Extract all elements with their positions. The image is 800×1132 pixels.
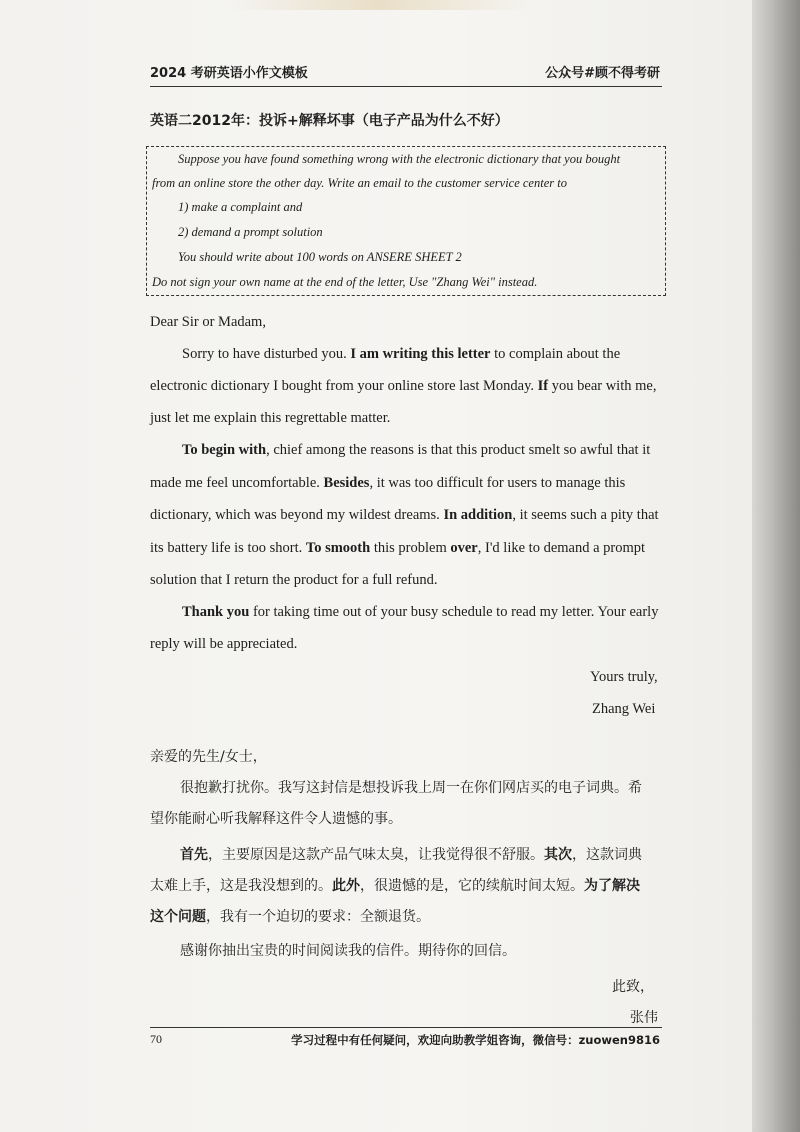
translation-salutation: 亲爱的先生/女士， <box>150 749 267 765</box>
letter-line: Sorry to have disturbed you. I am writing this letter to complain about the <box>182 346 621 362</box>
translation-signature: 张伟 <box>630 1010 658 1026</box>
translation-line: 望你能耐心听我解释这件令人遗憾的事。 <box>150 811 402 827</box>
section-title: 英语二2012年：投诉+解释坏事（电子产品为什么不好） <box>150 113 509 129</box>
translation-line: 很抱歉打扰你。我写这封信是想投诉我上周一在你们网店买的电子词典。希 <box>180 780 642 796</box>
letter-line: solution that I return the product for a full refund. <box>150 572 438 588</box>
footer-note: 学习过程中有任何疑问，欢迎向助教学姐咨询，微信号：zuowen9816 <box>291 1033 660 1047</box>
letter-line: reply will be appreciated. <box>150 636 298 652</box>
prompt-line: 2) demand a prompt solution <box>178 225 323 239</box>
translation-line: 感谢你抽出宝贵的时间阅读我的信件。期待你的回信。 <box>180 943 516 959</box>
prompt-line: from an online store the other day. Write an email to the customer service center to <box>152 176 567 190</box>
translation-line: 首先，主要原因是这款产品气味太臭，让我觉得很不舒服。其次，这款词典 <box>180 847 642 863</box>
letter-line: made me feel uncomfortable. Besides, it was too difficult for users to manage this <box>150 475 626 491</box>
letter-signature: Zhang Wei <box>592 701 656 717</box>
header-left: 2024 考研英语小作文模板 <box>150 66 308 81</box>
prompt-line: Do not sign your own name at the end of the letter, Use "Zhang Wei" instead. <box>152 275 538 289</box>
letter-line: electronic dictionary I bought from your online store last Monday. If you bear with me, <box>150 378 657 394</box>
letter-line: its battery life is too short. To smooth this problem over, I'd like to demand a prompt <box>150 540 646 556</box>
footer-rule <box>150 1027 662 1028</box>
translation-line: 这个问题，我有一个迫切的要求：全额退货。 <box>150 909 430 925</box>
letter-line: Thank you for taking time out of your busy schedule to read my letter. Your early <box>182 604 659 620</box>
letter-line: To begin with, chief among the reasons is that this product smelt so awful that it <box>182 442 651 458</box>
page-edge-shadow <box>752 0 800 1132</box>
letter-closing: Yours truly, <box>590 669 658 685</box>
page-number: 70 <box>150 1032 162 1046</box>
header-right: 公众号#顾不得考研 <box>545 66 660 81</box>
prompt-line: You should write about 100 words on ANSERE SHEET 2 <box>178 250 462 264</box>
letter-salutation: Dear Sir or Madam, <box>150 314 266 330</box>
letter-line: dictionary, which was beyond my wildest dreams. In addition, it seems such a pity that <box>150 507 659 523</box>
translation-line: 太难上手，这是我没想到的。此外，很遗憾的是，它的续航时间太短。为了解决 <box>150 878 640 894</box>
running-header <box>150 62 660 84</box>
prompt-box <box>146 146 666 296</box>
translation-closing: 此致， <box>612 979 654 995</box>
header-rule <box>150 86 662 87</box>
prompt-line: 1) make a complaint and <box>178 200 303 214</box>
prompt-line: Suppose you have found something wrong with the electronic dictionary that you bought <box>178 152 621 166</box>
letter-line: just let me explain this regrettable matter. <box>150 410 391 426</box>
